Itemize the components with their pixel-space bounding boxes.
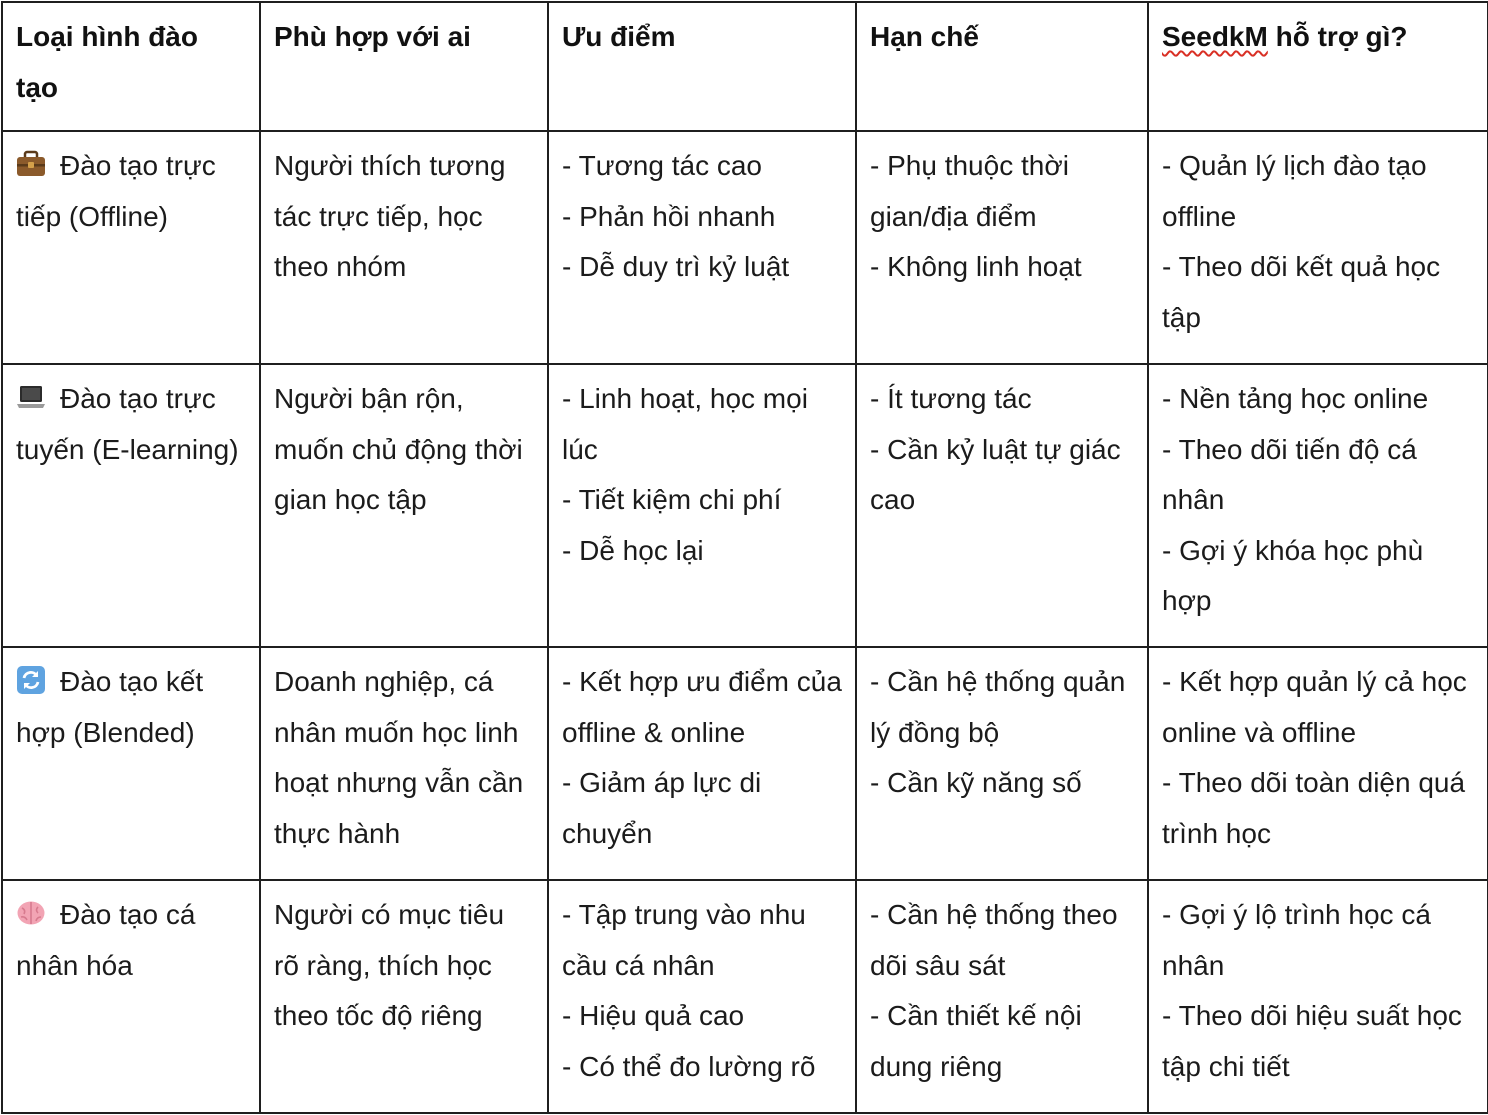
cons-item: - Ít tương tác [870, 383, 1032, 414]
pros-cell [548, 880, 856, 1113]
cons-item: - Không linh hoạt [870, 251, 1082, 282]
cons-item: - Cần thiết kế nội dung riêng [870, 1000, 1082, 1082]
briefcase-icon [16, 144, 46, 172]
cons-item: - Cần hệ thống theo dõi sâu sát [870, 899, 1118, 981]
training-type-label: Đào tạo cá nhân hóa [16, 899, 196, 981]
table-row [2, 364, 1488, 647]
cons-cell [856, 131, 1148, 364]
pros-item: - Kết hợp ưu điểm của offline & online [562, 666, 842, 748]
support-item: - Quản lý lịch đào tạo offline [1162, 150, 1427, 232]
header-suitable-for: Phù hợp với ai [260, 2, 548, 131]
table-row [2, 647, 1488, 880]
pros-cell [548, 647, 856, 880]
header-seedkm-support [1148, 2, 1488, 131]
header-pros: Ưu điểm [548, 2, 856, 131]
pros-item: - Linh hoạt, học mọi lúc [562, 383, 808, 465]
support-cell [1148, 647, 1488, 880]
cons-item: - Cần kỹ năng số [870, 767, 1082, 798]
support-item: - Theo dõi tiến độ cá nhân [1162, 433, 1417, 515]
support-cell [1148, 131, 1488, 364]
training-type-label: Đào tạo trực tuyến (E-learning) [16, 383, 239, 465]
audience-cell: Người thích tương tác trực tiếp, học theo nhóm [260, 131, 548, 364]
pros-item: - Tiết kiệm chi phí [562, 484, 782, 515]
table-row [2, 880, 1488, 1113]
pros-item: - Hiệu quả cao [562, 1000, 745, 1031]
pros-item: - Dễ duy trì kỷ luật [562, 251, 790, 282]
pros-item: - Dễ học lại [562, 534, 704, 566]
audience-cell: Người bận rộn, muốn chủ động thời gian học tập [260, 364, 548, 647]
cons-cell [856, 364, 1148, 647]
brain-icon [16, 893, 46, 921]
support-item: - Theo dõi hiệu suất học tập chi tiết [1162, 1000, 1462, 1082]
support-item: - Theo dõi kết quả học tập [1162, 251, 1441, 333]
pros-item: - Giảm áp lực di chuyển [562, 767, 762, 849]
pros-item: - Tương tác cao [562, 150, 763, 181]
pros-cell [548, 364, 856, 647]
training-type-cell [2, 364, 260, 647]
table-header-row [2, 2, 1488, 131]
support-item: - Gợi ý khóa học phù hợp [1162, 534, 1424, 616]
pros-item: - Phản hồi nhanh [562, 200, 776, 232]
pros-item: - Tập trung vào nhu cầu cá nhân [562, 899, 806, 981]
pros-cell [548, 131, 856, 364]
support-cell [1148, 880, 1488, 1113]
header-cons: Hạn chế [856, 2, 1148, 131]
training-type-cell [2, 647, 260, 880]
support-item: - Theo dõi toàn diện quá trình học [1162, 767, 1466, 849]
cons-item: - Cần hệ thống quản lý đồng bộ [870, 666, 1126, 748]
cons-cell [856, 880, 1148, 1113]
pros-item: - Có thể đo lường rõ [562, 1050, 816, 1082]
laptop-icon [16, 377, 46, 405]
training-type-label: Đào tạo trực tiếp (Offline) [16, 150, 216, 232]
audience-cell: Doanh nghiệp, cá nhân muốn học linh hoạt nhưng vẫn cần thực hành [260, 647, 548, 880]
training-type-label: Đào tạo kết hợp (Blended) [16, 666, 204, 748]
audience-cell: Người có mục tiêu rõ ràng, thích học theo tốc độ riêng [260, 880, 548, 1113]
training-type-cell [2, 131, 260, 364]
support-item: - Gợi ý lộ trình học cá nhân [1162, 899, 1431, 981]
training-comparison-table [1, 1, 1488, 1114]
refresh-icon [16, 660, 46, 688]
cons-item: - Cần kỷ luật tự giác cao [870, 433, 1121, 515]
header-support-question: hỗ trợ gì? [1267, 21, 1408, 52]
table-row [2, 131, 1488, 364]
support-item: - Kết hợp quản lý cả học online và offline [1162, 666, 1467, 748]
cons-item: - Phụ thuộc thời gian/địa điểm [870, 150, 1069, 232]
training-type-cell [2, 880, 260, 1113]
header-training-type: Loại hình đào tạo [2, 2, 260, 131]
brand-name: SeedkM [1162, 21, 1268, 52]
support-cell [1148, 364, 1488, 647]
support-item: - Nền tảng học online [1162, 383, 1429, 414]
cons-cell [856, 647, 1148, 880]
